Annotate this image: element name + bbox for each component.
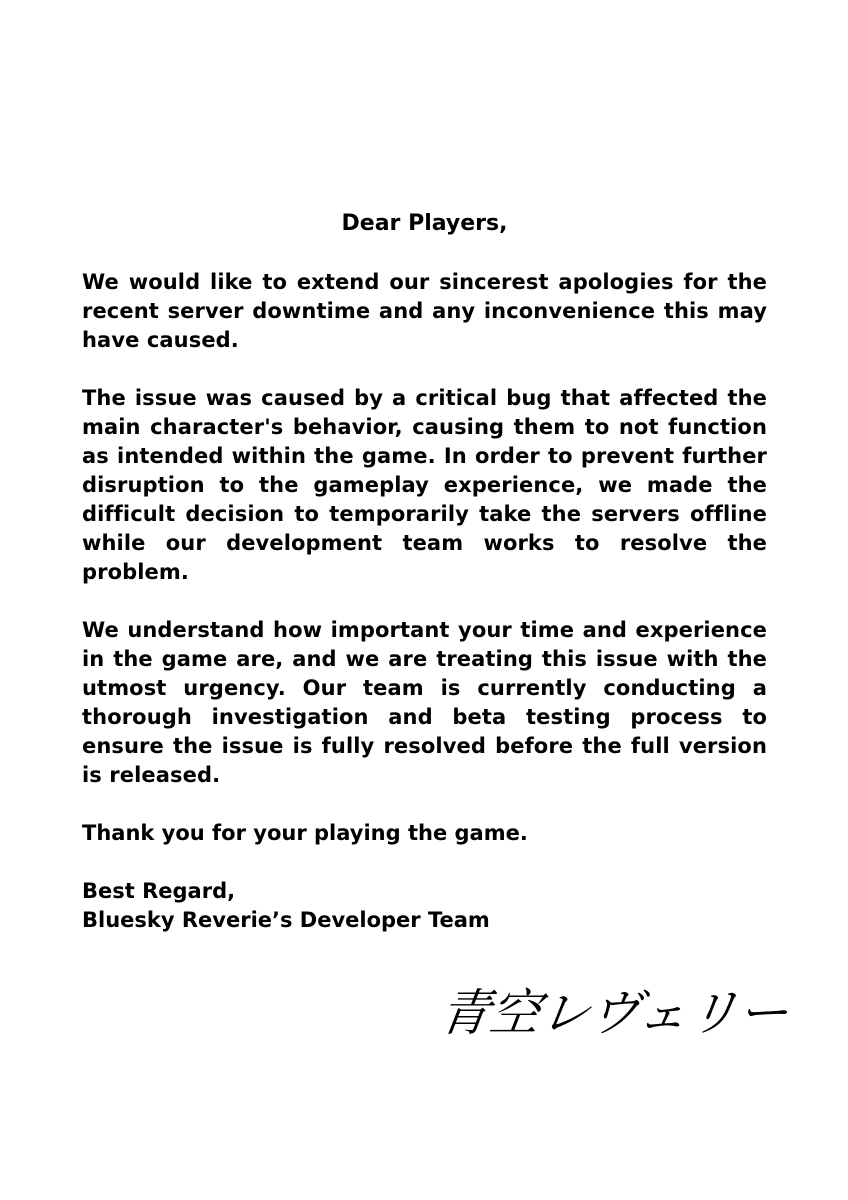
greeting: Dear Players, bbox=[341, 211, 508, 236]
closing-line: Best Regard, bbox=[82, 879, 236, 903]
thanks-line: Thank you for your playing the game. bbox=[82, 821, 528, 845]
paragraph-apology: We would like to extend our sincerest apologies for the recent server downtime and any inconvenience this may have caused. bbox=[82, 270, 767, 352]
paragraph-issue: The issue was caused by a critical bug that affected the main character's behavior, causing them to not function as intended within the game. In order to prevent further disruption to the gameplay experience, we made the difficult decision to temporarily take the servers offline while our development team works to resolve the problem. bbox=[82, 386, 767, 584]
game-logo: 青空レヴェリー bbox=[435, 984, 793, 1042]
letter-body bbox=[82, 206, 767, 935]
paragraph-urgency: We understand how important your time and experience in the game are, and we are treating this issue with the utmost urgency. Our team is currently conducting a thorough investigation and beta testing process to ensure the issue is fully resolved before the full version is released. bbox=[82, 618, 767, 787]
signature-line: Bluesky Reverie’s Developer Team bbox=[82, 908, 490, 932]
